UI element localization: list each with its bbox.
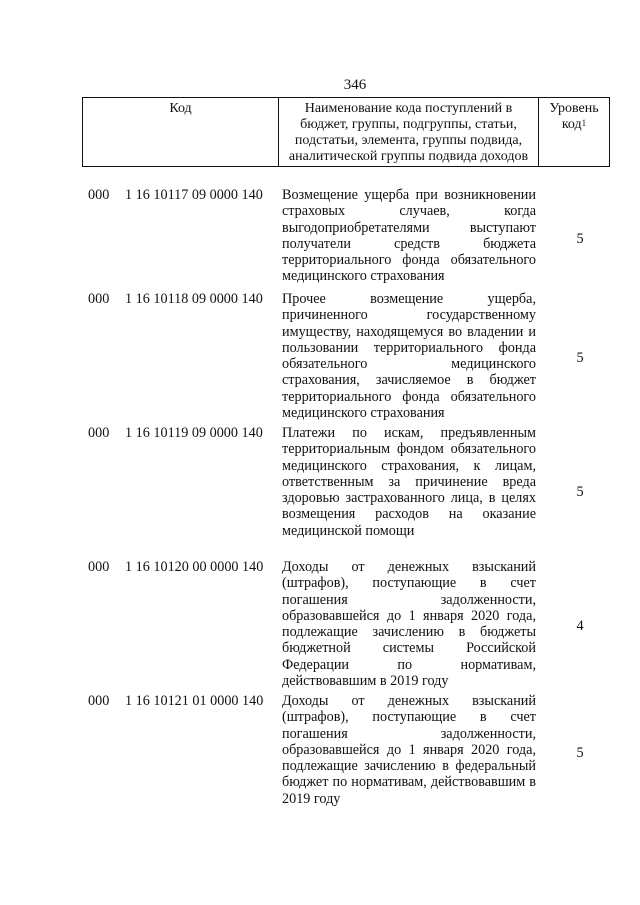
table-row — [82, 425, 610, 559]
revenue-name: Доходы от денежных взысканий (штрафов), поступающие в счет погашения задолженности, образовавшейся до 1 января 2020 года, подлежащие зачислению в федеральный бюджет по нормативам, действовавшим в 2019 году — [282, 693, 536, 807]
revenue-name: Платежи по искам, предъявленным территориальным фондом обязательного медицинского страхования, к лицам, ответственным за причинение вреда здоровью застрахованного лица, в целях возмещения расходов на оказание медицинской помощи — [282, 425, 536, 539]
table-body — [82, 187, 610, 813]
budget-level: 5 — [576, 349, 584, 366]
header-level — [539, 98, 609, 166]
admin-code: 000 — [88, 559, 110, 575]
revenue-code: 1 16 10121 01 0000 140 — [125, 693, 264, 709]
table-row — [82, 559, 610, 693]
admin-code: 000 — [88, 693, 110, 709]
admin-code: 000 — [88, 291, 110, 307]
revenue-code: 1 16 10119 09 0000 140 — [125, 425, 263, 441]
header-level-text: Уровень код — [549, 101, 599, 132]
revenue-code: 1 16 10120 00 0000 140 — [125, 559, 264, 575]
budget-level: 5 — [576, 744, 584, 761]
header-code: Код — [83, 98, 279, 166]
table-row — [82, 693, 610, 813]
page-number: 346 — [343, 77, 367, 93]
revenue-name: Доходы от денежных взысканий (штрафов), поступающие в счет погашения задолженности, образовавшейся до 1 января 2020 года, подлежащие зачислению в бюджеты бюджетной системы Российской Федерации по нормативам, действовавшим в 2019 году — [282, 559, 536, 690]
revenue-name: Прочее возмещение ущерба, причиненного государственному имуществу, находящемуся во владении и пользовании территориального фонда обязательного медицинского страхования, зачисляемое в бюджет территориального фонда обязательного медицинского страхования — [282, 291, 536, 422]
admin-code: 000 — [88, 425, 110, 441]
table-header — [82, 97, 610, 167]
budget-level: 4 — [576, 617, 584, 634]
revenue-code: 1 16 10118 09 0000 140 — [125, 291, 263, 307]
header-level-footnote: 1 — [581, 118, 587, 128]
budget-level: 5 — [576, 483, 584, 500]
table-row — [82, 291, 610, 425]
header-name: Наименование кода поступлений в бюджет, группы, подгруппы, статьи, подстатьи, элемента, группы подвида, аналитической группы подвида доходов — [279, 98, 539, 166]
budget-level: 5 — [576, 230, 584, 247]
table-row — [82, 187, 610, 291]
revenue-name: Возмещение ущерба при возникновении страховых случаев, когда выгодоприобретателями выступают получатели средств бюджета территориального фонда обязательного медицинского страхования — [282, 187, 536, 285]
admin-code: 000 — [88, 187, 110, 203]
revenue-code: 1 16 10117 09 0000 140 — [125, 187, 263, 203]
